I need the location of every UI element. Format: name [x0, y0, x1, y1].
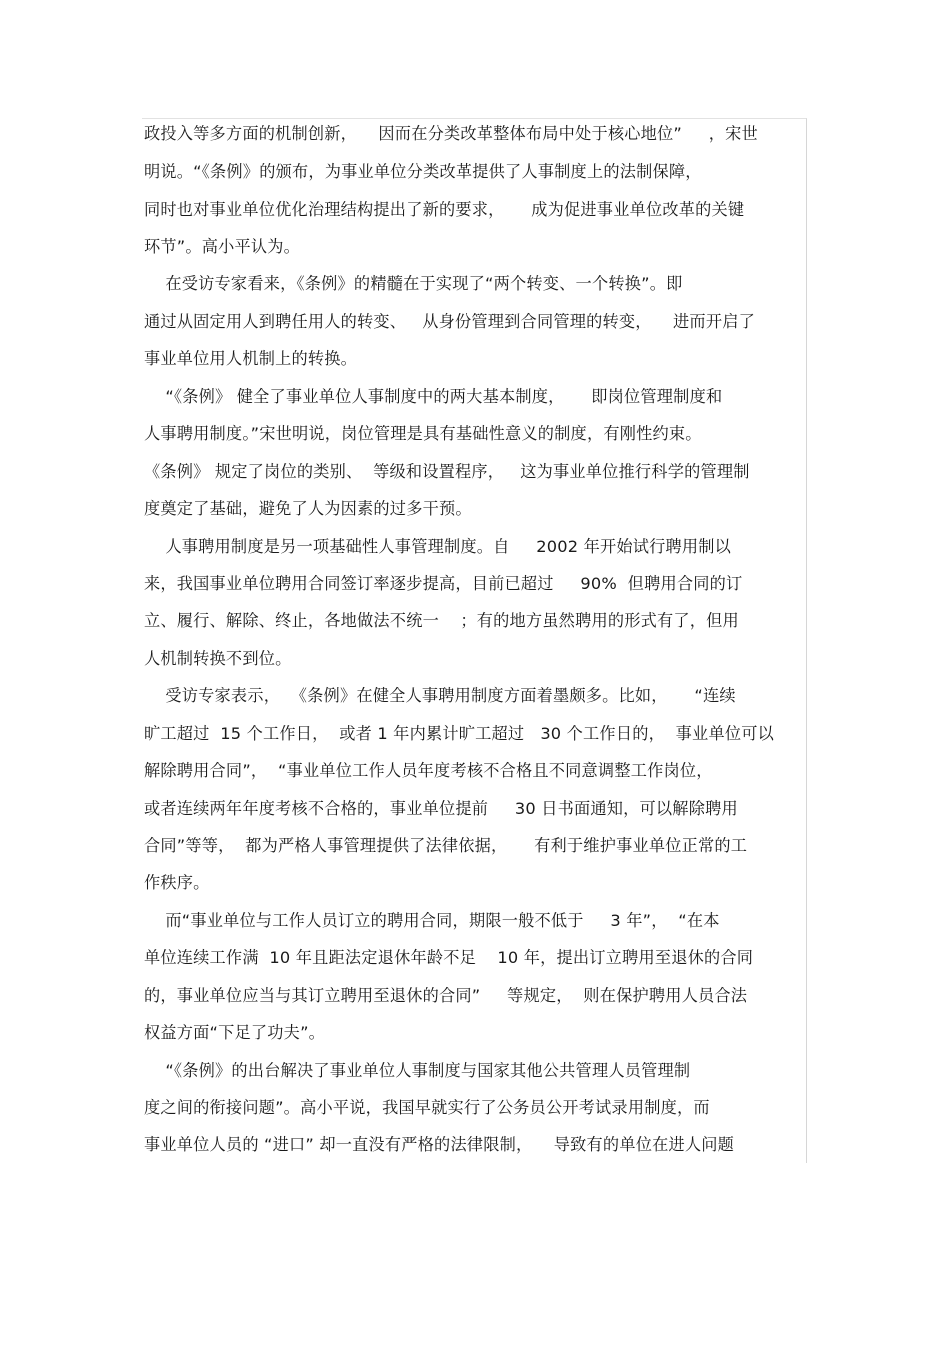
- text-line: 或者连续两年年度考核不合格的，事业单位提前 30 日书面通知，可以解除聘用: [144, 799, 738, 818]
- text-line: 度之间的衔接问题”。高小平说，我国早就实行了公务员公开考试录用制度，而: [144, 1098, 710, 1117]
- text-line: 受访专家表示， 《条例》在健全人事聘用制度方面着墨颇多。比如， “连续: [144, 686, 736, 705]
- text-line: 明说。“《条例》的颁布，为事业单位分类改革提供了人事制度上的法制保障，: [144, 162, 702, 181]
- text-line: 合同”等等， 都为严格人事管理提供了法律依据， 有利于维护事业单位正常的工: [144, 836, 748, 855]
- text-line: 《条例》 规定了岗位的类别、 等级和设置程序， 这为事业单位推行科学的管理制: [144, 462, 750, 481]
- text-line: 人事聘用制度是另一项基础性人事管理制度。自 2002 年开始试行聘用制以: [144, 537, 732, 556]
- text-line: 的，事业单位应当与其订立聘用至退休的合同” 等规定， 则在保护聘用人员合法: [144, 986, 748, 1005]
- text-line: 同时也对事业单位优化治理结构提出了新的要求， 成为促进事业单位改革的关键: [144, 200, 745, 219]
- text-line: 单位连续工作满 10 年且距法定退休年龄不足 10 年，提出订立聘用至退休的合同: [144, 948, 754, 967]
- text-line: 通过从固定用人到聘任用人的转变、 从身份管理到合同管理的转变， 进而开启了: [144, 312, 755, 331]
- text-line: 解除聘用合同”， “事业单位工作人员年度考核不合格且不同意调整工作岗位，: [144, 761, 713, 780]
- text-line: 立、履行、解除、终止，各地做法不统一 ；有的地方虽然聘用的形式有了，但用: [144, 611, 739, 630]
- text-line: 而“事业单位与工作人员订立的聘用合同，期限一般不低于 3 年”， “在本: [144, 911, 720, 930]
- text-line: 度奠定了基础，避免了人为因素的过多干预。: [144, 499, 472, 518]
- text-line: “《条例》 健全了事业单位人事制度中的两大基本制度， 即岗位管理制度和: [144, 387, 723, 406]
- text-line: 人机制转换不到位。: [144, 649, 292, 668]
- text-line: 事业单位用人机制上的转换。: [144, 349, 358, 368]
- text-line: 事业单位人员的 “进口” 却一直没有严格的法律限制， 导致有的单位在进人问题: [144, 1135, 735, 1154]
- text-line: 政投入等多方面的机制创新， 因而在分类改革整体布局中处于核心地位” ，宋世: [144, 124, 758, 143]
- text-line: 在受访专家看来，《条例》的精髓在于实现了“两个转变、一个转换”。即: [144, 274, 683, 293]
- text-line: 权益方面“下足了功夫”。: [144, 1023, 326, 1042]
- text-line: 旷工超过 15 个工作日， 或者 1 年内累计旷工超过 30 个工作日的， 事业单位可以: [144, 724, 774, 743]
- text-line: 环节”。高小平认为。: [144, 237, 301, 256]
- text-line: 来，我国事业单位聘用合同签订率逐步提高，目前已超过 90% 但聘用合同的订: [144, 574, 743, 593]
- text-line: “《条例》的出台解决了事业单位人事制度与国家其他公共管理人员管理制: [144, 1061, 691, 1080]
- text-line: 人事聘用制度。”宋世明说，岗位管理是具有基础性意义的制度，有刚性约束。: [144, 424, 702, 443]
- text-line: 作秩序。: [144, 873, 210, 892]
